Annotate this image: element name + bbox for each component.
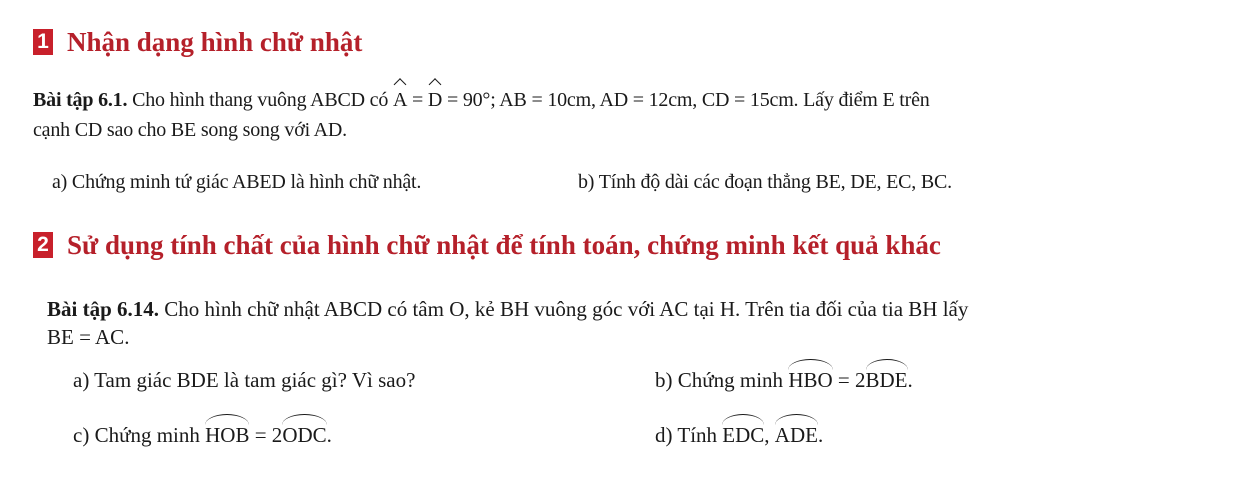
exercise-6-14-line-1 — [47, 295, 968, 323]
angle-bde: BDE — [865, 368, 908, 392]
angle-ade: ADE — [774, 423, 818, 447]
section-1-number: 1 — [33, 29, 53, 55]
angle-hbo: HBO — [788, 368, 833, 392]
exercise-6-14-part-d — [655, 421, 823, 449]
section-2-title: Sử dụng tính chất của hình chữ nhật để tính toán, chứng minh kết quả khác — [67, 230, 941, 260]
angle-hob: HOB — [205, 423, 250, 447]
part-text: = 2 — [832, 368, 866, 392]
part-text: . — [326, 423, 332, 447]
angle-a: A — [393, 86, 407, 114]
exercise-6-1-label: Bài tập 6.1. — [33, 89, 128, 111]
exercise-6-1-part-b: b) Tính độ dài các đoạn thẳng BE, DE, EC, BC. — [578, 171, 952, 193]
part-text: b) Chứng minh — [655, 368, 789, 392]
part-text: = 2 — [249, 423, 283, 447]
part-text: c) Chứng minh — [73, 423, 206, 447]
exercise-text: Cho hình chữ nhật ABCD có tâm O, kẻ BH vuông góc với AC tại H. Trên tia đối của tia BH lấy — [159, 297, 969, 321]
exercise-6-14-part-b — [655, 366, 913, 394]
exercise-6-14-part-a: a) Tam giác BDE là tam giác gì? Vì sao? — [73, 368, 416, 392]
exercise-6-1-part-a: a) Chứng minh tứ giác ABED là hình chữ nhật. — [52, 171, 422, 193]
angle-edc: EDC — [722, 423, 765, 447]
exercise-text: = 90°; AB = 10cm, AD = 12cm, CD = 15cm. Lấy điểm E trên — [442, 89, 930, 111]
section-1-heading — [33, 26, 362, 58]
exercise-6-14-label: Bài tập 6.14. — [47, 297, 160, 321]
exercise-6-1-line-2: cạnh CD sao cho BE song song với AD. — [33, 119, 347, 141]
part-text: , — [764, 423, 775, 447]
exercise-text: Cho hình thang vuông ABCD có — [127, 89, 393, 111]
exercise-6-14-line-2: BE = AC. — [47, 325, 130, 349]
part-text: d) Tính — [655, 423, 723, 447]
section-2-heading — [33, 229, 941, 261]
part-text: . — [907, 368, 913, 392]
angle-odc: ODC — [282, 423, 327, 447]
equals-sign: = — [407, 89, 428, 111]
section-2-number: 2 — [33, 232, 53, 258]
exercise-6-1-line-1 — [33, 86, 930, 114]
exercise-6-14-part-c — [73, 421, 332, 449]
angle-d: D — [428, 86, 442, 114]
part-text: . — [817, 423, 824, 447]
section-1-title: Nhận dạng hình chữ nhật — [67, 27, 363, 57]
